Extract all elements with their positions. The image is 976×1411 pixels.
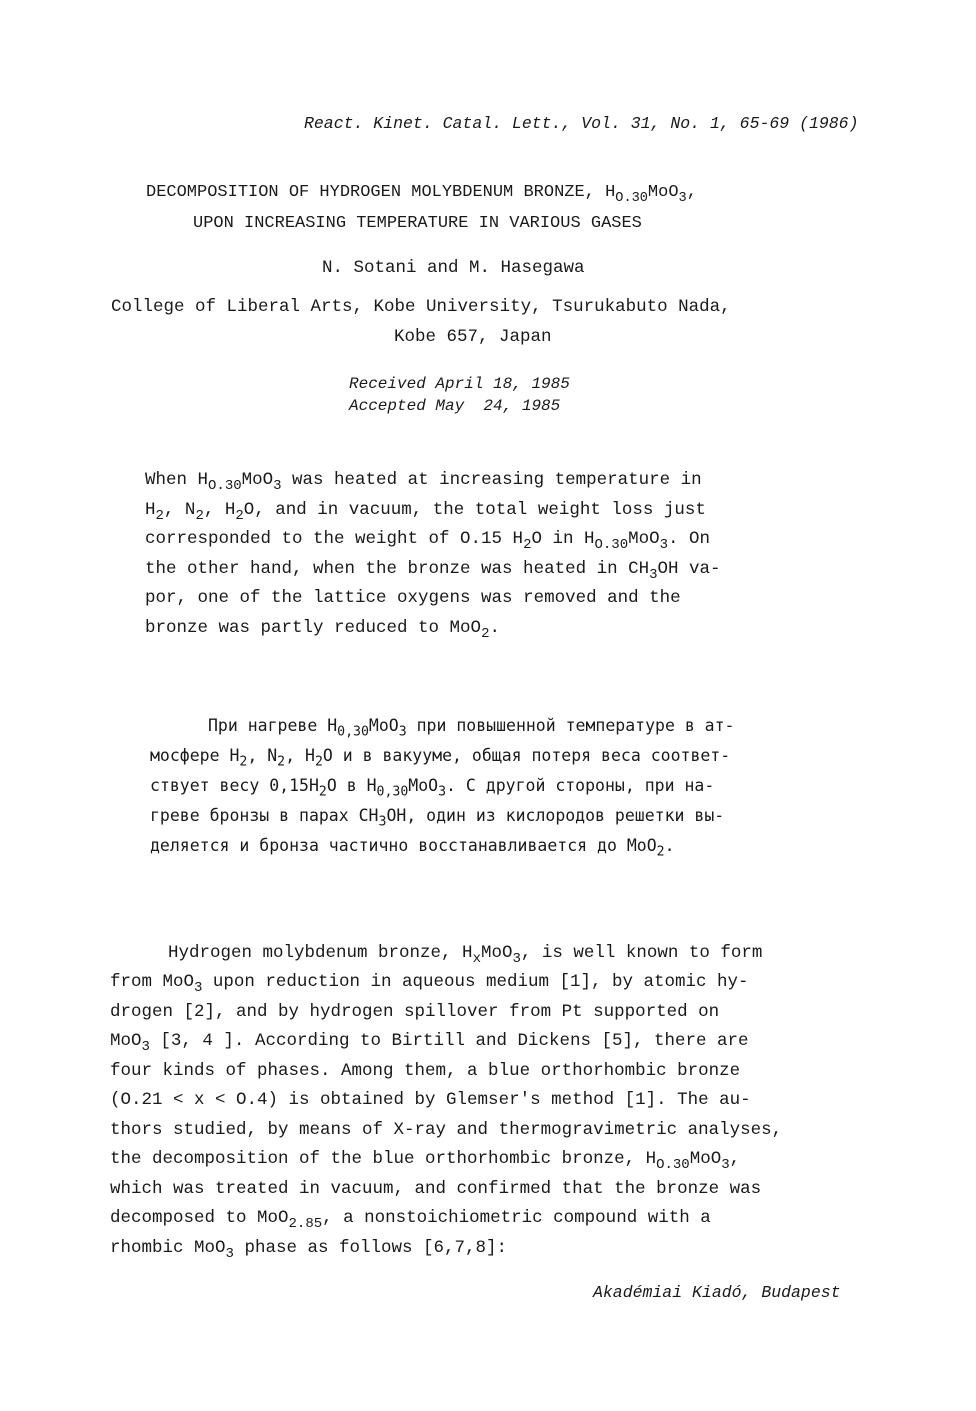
body-line: drogen [2], and by hydrogen spillover from Pt supported on [110,1001,720,1022]
body-line: MoO$_3$ [3, 4 ]. According to Birtill and Dickens [5], there are [110,1031,749,1055]
abstract-en-line: corresponded to the weight of O.15 $H_2O$ in $H_{O.30}MoO_3$. On [145,529,711,553]
abstract-en-line: the other hand, when the bronze was heated in $CH_3OH$ va- [145,558,721,583]
abstract-english [145,466,721,643]
abstract-en-line: $H_2$, $N_2$, $H_2O$, and in vacuum, the total weight loss just [145,499,706,524]
abstract-ru-line: мосфере $H_2$, $N_2$, $H_2O$ и в вакууме, общая потеря веса соответ- [150,746,731,770]
body-line: which was treated in vacuum, and confirmed that the bronze was [110,1178,762,1199]
title-line-1: DECOMPOSITION OF HYDROGEN MOLYBDENUM BRONZE, $H_{O.30}MoO_3$, [146,183,697,206]
body-line: decomposed to MoO$_{2.85}$, a nonstoichiometric compound with a [110,1208,711,1232]
publisher: Akadémiai Kiadó, Budapest [593,1283,841,1302]
body-line: the decomposition of the blue orthorhombic bronze, $H_{O.30}MoO_3$, [110,1149,741,1173]
body-line: from MoO$_3$ upon reduction in aqueous medium [1], by atomic hy- [110,972,749,996]
body-line: Hydrogen molybdenum bronze, $H_xMoO_3$, is well known to form [168,943,763,967]
abstract-en-line: When $H_{O.30}MoO_3$ was heated at increasing temperature in [145,470,702,494]
abstract-en-line: por, one of the lattice oxygens was removed and the [145,588,681,608]
abstract-ru-line: При нагреве $H_{0,30}MoO_3$ при повышенной температуре в ат- [208,716,735,740]
abstract-ru-line: греве бронзы в парах $CH_3OH$, один из кислородов решетки вы- [150,806,725,830]
body-line: thors studied, by means of X-ray and thermogravimetric analyses, [110,1119,783,1140]
body-line: (O.21 < x < O.4) is obtained by Glemser's method [1]. The au- [110,1090,751,1110]
abstract-russian-cont [150,741,730,861]
abstract-russian [208,711,735,741]
abstract-ru-line: деляется и бронза частично восстанавливается до MoO$_2$. [150,836,675,860]
accepted-date: Accepted May 24, 1985 [349,397,561,415]
body-paragraph [110,968,782,1263]
received-date: Received April 18, 1985 [349,375,570,393]
body-paragraph-first-line [168,939,762,969]
abstract-ru-line: ствует весу $0,15H_2O$ в $H_{0,30}MoO_3$. С другой стороны, при на- [150,776,715,800]
authors: N. Sotani and M. Hasegawa [322,258,585,278]
body-line: four kinds of phases. Among them, a blue orthorhombic bronze [110,1060,741,1081]
affiliation-line-2: Kobe 657, Japan [394,327,552,347]
abstract-en-line: bronze was partly reduced to MoO$_2$. [145,617,500,642]
body-line: rhombic MoO$_3$ phase as follows [6,7,8]: [110,1237,507,1262]
affiliation-line-1: College of Liberal Arts, Kobe University, Tsurukabuto Nada, [111,297,731,317]
title-line-2: UPON INCREASING TEMPERATURE IN VARIOUS GASES [193,214,642,233]
journal-citation: React. Kinet. Catal. Lett., Vol. 31, No. 1, 65-69 (1986) [304,114,859,133]
